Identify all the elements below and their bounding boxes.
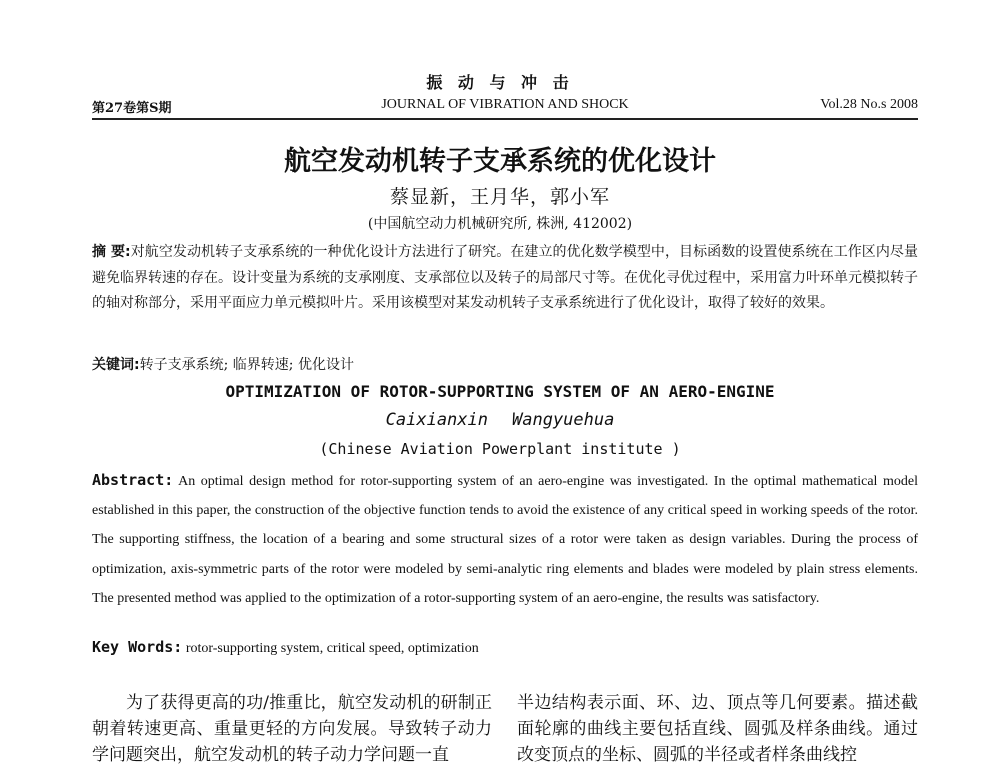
paper-title-cn: 航空发动机转子支承系统的优化设计 xyxy=(284,146,716,177)
abstract-en xyxy=(92,466,918,613)
keywords-en xyxy=(92,638,918,657)
keywords-en-label: Key Words: xyxy=(92,638,183,656)
authors-en xyxy=(0,410,1000,430)
volume-issue-cn: 第27卷第S期 xyxy=(92,101,172,116)
affiliation-cn: (中国航空动力机械研究所, 株洲, 412002) xyxy=(367,216,633,232)
abstract-cn xyxy=(92,240,918,317)
journal-name-en: JOURNAL OF VIBRATION AND SHOCK xyxy=(381,97,629,112)
body-column-right: 半边结构表示面、环、边、顶点等几何要素。描述截面轮廓的曲线主要包括直线、圆弧及样条曲线。通过改变顶点的坐标、圆弧的半径或者样条曲线控 xyxy=(517,693,918,765)
abstract-cn-text: 对航空发动机转子支承系统的一种优化设计方法进行了研究。在建立的优化数学模型中，目标函数的设置使系统在工作区内尽量避免临界转速的存在。设计变量为系统的支承刚度、支承部位以及转子的局部尺寸等。在优化寻优过程中，采用富力叶环单元模拟转子的轴对称部分，采用平面应力单元模拟叶片。采用该模型对某发动机转子支承系统进行了优化设计，取得了较好的效果。 xyxy=(92,244,918,311)
abstract-cn-label: 摘 要: xyxy=(92,244,131,260)
keywords-en-text: rotor-supporting system, critical speed, optimization xyxy=(185,641,479,656)
header-divider xyxy=(92,118,918,120)
affiliation-en: (Chinese Aviation Powerplant institute ) xyxy=(319,440,681,458)
volume-issue-en: Vol.28 No.s 2008 xyxy=(820,97,918,112)
abstract-en-label: Abstract: xyxy=(92,471,174,489)
author-en: Caixianxin xyxy=(385,410,488,430)
journal-name-cn: 振 动 与 冲 击 xyxy=(426,73,574,92)
authors-cn: 蔡显新，王月华，郭小军 xyxy=(389,186,610,208)
keywords-cn-text: 转子支承系统; 临界转速; 优化设计 xyxy=(139,357,354,373)
body-column-left: 为了获得更高的功/推重比，航空发动机的研制正朝着转速更高、重量更轻的方向发展。导致转子动力学问题突出，航空发动机的转子动力学问题一直 xyxy=(92,693,492,765)
keywords-cn xyxy=(92,354,918,374)
running-header xyxy=(92,95,918,117)
abstract-en-text: An optimal design method for rotor-supporting system of an aero-engine was investigated. In the optimal mathematical model established in this paper, the construction of the objective function tends to avoid the existence of any critical speed in working speeds of the rotor. The supporting stiffness, the location of a bearing and some structural sizes of a rotor were taken as design variables. During the process of optimization, axis-symmetric parts of the rotor were modeled by semi-analytic ring elements and blades were modeled by plain stress elements. The presented method was applied to the optimization of a rotor-supporting system of an aero-engine, the results was satisfactory. xyxy=(92,474,918,606)
paper-title-en: OPTIMIZATION OF ROTOR-SUPPORTING SYSTEM OF AN AERO-ENGINE xyxy=(225,382,775,401)
author-en: Wangyuehua xyxy=(512,410,615,430)
keywords-cn-label: 关键词: xyxy=(92,357,140,373)
